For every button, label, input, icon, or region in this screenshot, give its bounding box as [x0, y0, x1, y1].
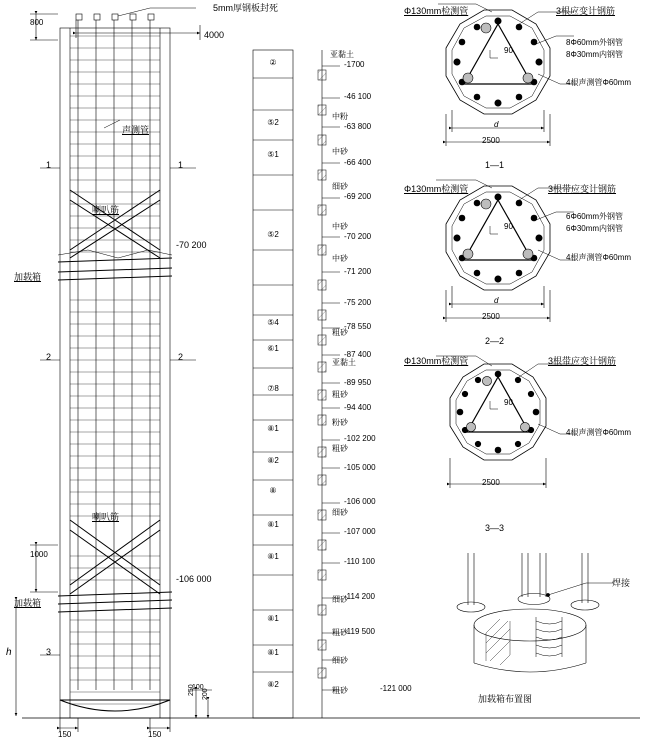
layer-no-11: ⑧2	[267, 456, 279, 465]
depth-3: -66 400	[344, 158, 372, 167]
soil-17: 粗砂	[332, 628, 348, 637]
soil-5: 中砂	[332, 222, 348, 231]
layer-no-0: ②	[269, 58, 277, 67]
sec1-detect-pipe: Φ130mm检测管	[404, 6, 469, 16]
sec3-dia-outer: 2500	[482, 478, 500, 487]
soil-0: 亚黏土	[330, 50, 354, 59]
depth-8: -78 550	[344, 322, 372, 331]
soil-2: 中粉	[332, 112, 348, 121]
soil-6: 中砂	[332, 254, 348, 263]
label-trumpet-bar-upper: 喇叭筋	[92, 205, 120, 215]
sec2-name: 2—2	[485, 336, 505, 346]
dim-bottom-150-right: 150	[148, 730, 162, 739]
detail-caption: 加载箱布置图	[478, 694, 533, 704]
depth-19: -121 000	[380, 684, 412, 693]
sec2-bar-inner: 6Φ30mm内钢管	[566, 224, 624, 233]
section-mark-1-left: 1	[46, 160, 52, 170]
soil-8: 粗砂	[332, 328, 348, 337]
section-mark-3: 3	[46, 647, 52, 657]
soil-18: 细砂	[332, 656, 348, 665]
depth-16: -110 100	[344, 557, 375, 566]
layer-no-13: ⑧1	[267, 520, 279, 529]
soil-12: 粗砂	[332, 444, 348, 453]
depth-6: -71 200	[344, 267, 372, 276]
layer-no-14: ⑧1	[267, 552, 279, 561]
layer-no-16: ⑧1	[267, 614, 279, 623]
sec3-name: 3—3	[485, 523, 505, 533]
dim-250: 250	[188, 684, 195, 696]
sec3-detect-pipe: Φ130mm检测管	[404, 356, 469, 366]
layer-no-17: ⑧1	[267, 648, 279, 657]
sec1-strain-bars: 3根应变计钢筋	[556, 6, 616, 16]
level-106000: -106 000	[176, 574, 212, 584]
sec1-dia-inner: d	[494, 120, 499, 129]
layer-no-19: ⑧2	[267, 680, 279, 689]
dim-bottom-150-left: 150	[58, 730, 72, 739]
level-70200: -70 200	[176, 240, 207, 250]
layer-no-2: ⑤2	[267, 118, 279, 127]
depth-5: -70 200	[344, 232, 372, 241]
soil-9: 亚黏土	[332, 358, 356, 367]
depth-0: -1700	[344, 60, 365, 69]
sec2-dia-inner: d	[494, 296, 499, 305]
dim-top-4000: 4000	[204, 30, 225, 40]
sec2-strain-bars: 3根带应变计钢筋	[548, 184, 617, 194]
detail-callout-weld: 焊接	[612, 578, 631, 588]
dim-200: 200	[202, 688, 209, 700]
layer-no-9: ⑦8	[267, 384, 279, 393]
soil-4: 细砂	[332, 182, 348, 191]
sec1-dia-outer: 2500	[482, 136, 500, 145]
sec1-name: 1—1	[485, 160, 505, 170]
sec2-detect-pipe: Φ130mm检测管	[404, 184, 469, 194]
depth-1: -46 100	[344, 92, 372, 101]
sec3-angle: 90	[504, 398, 513, 407]
depth-10: -89 950	[344, 378, 372, 387]
sec2-bar-outer: 6Φ60mm外钢管	[566, 212, 624, 221]
dim-left-1000: 1000	[30, 550, 48, 559]
soil-19: 粗砂	[332, 686, 348, 695]
sec3-strain-bars: 3根带应变计钢筋	[548, 356, 617, 366]
label-load-box-upper: 加载箱	[14, 272, 42, 282]
depth-15: -107 000	[344, 527, 376, 536]
soil-16: 细砂	[332, 595, 348, 604]
layer-no-3: ⑤1	[267, 150, 279, 159]
note-steel-plate: 5mm厚钢板封死	[213, 3, 278, 13]
label-load-box-lower: 加载箱	[14, 598, 42, 608]
soil-3: 中砂	[332, 147, 348, 156]
section-mark-2-left: 2	[46, 352, 52, 362]
depth-4: -69 200	[344, 192, 372, 201]
layer-no-10: ⑧1	[267, 424, 279, 433]
sec1-sonic: 4根声测管Φ60mm	[566, 78, 632, 87]
depth-7: -75 200	[344, 298, 372, 307]
label-trumpet-bar-lower: 喇叭筋	[92, 512, 120, 522]
sec2-angle: 90	[504, 222, 513, 231]
depth-14: -106 000	[344, 497, 376, 506]
depth-9: -87 400	[344, 350, 372, 359]
section-mark-2-right: 2	[178, 352, 184, 362]
sec3-sonic: 4根声测管Φ60mm	[566, 428, 632, 437]
depth-18: -119 500	[344, 627, 375, 636]
layer-no-12: ⑧	[269, 486, 277, 495]
sec1-bar-outer: 8Φ60mm外钢管	[566, 38, 624, 47]
dim-100: 100	[192, 684, 204, 691]
layer-no-7: ⑤4	[267, 318, 279, 327]
soil-11: 粉砂	[332, 418, 348, 427]
sec2-sonic: 4根声测管Φ60mm	[566, 253, 632, 262]
layer-no-8: ⑥1	[267, 344, 279, 353]
depth-12: -102 200	[344, 434, 376, 443]
dim-left-h: h	[6, 647, 12, 658]
section-mark-1-right: 1	[178, 160, 184, 170]
depth-17: -114 200	[344, 592, 375, 601]
dim-left-800: 800	[30, 18, 44, 27]
soil-10: 粗砂	[332, 390, 348, 399]
sec1-bar-inner: 8Φ30mm内钢管	[566, 50, 624, 59]
depth-2: -63 800	[344, 122, 372, 131]
sec1-angle: 90	[504, 46, 513, 55]
depth-13: -105 000	[344, 463, 376, 472]
label-sonic-pipe: 声测管	[122, 125, 150, 135]
depth-11: -94 400	[344, 403, 372, 412]
soil-14: 细砂	[332, 508, 348, 517]
layer-no-5: ⑤2	[267, 230, 279, 239]
sec2-dia-outer: 2500	[482, 312, 500, 321]
